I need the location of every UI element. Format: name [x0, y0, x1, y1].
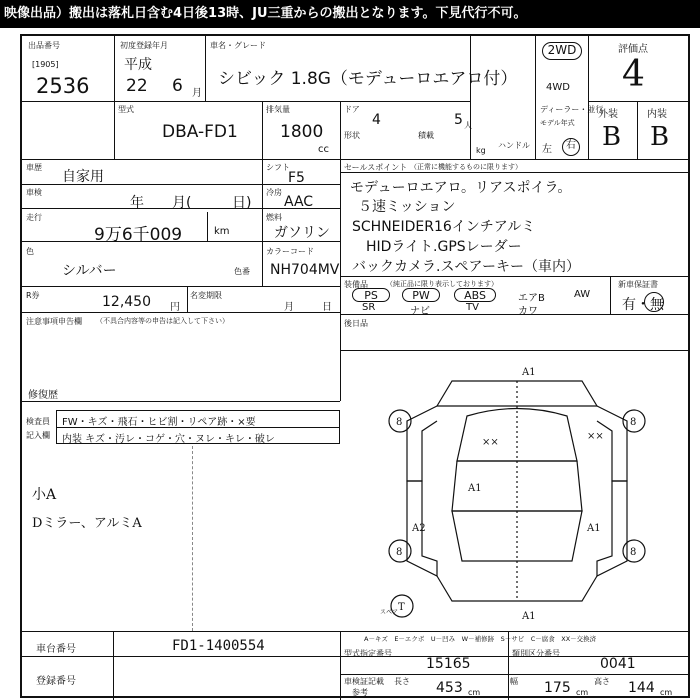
registration-year: 22: [126, 76, 148, 96]
equip-airbag: エアB: [518, 293, 545, 304]
car-diagram: [382, 361, 652, 621]
equip-pw: PW: [402, 288, 440, 302]
name-change-day: 日: [322, 302, 332, 313]
drive-4wd: 4WD: [546, 82, 570, 93]
rating-overall: 4: [622, 54, 645, 95]
equipment-label: 装備品: [344, 280, 368, 289]
inspector-row-2: 内装 キズ・汚レ・コゲ・穴・ヌレ・キレ・破レ: [62, 434, 275, 445]
capacity-value: 5: [454, 112, 463, 128]
name-change-month: 月: [284, 302, 294, 313]
inspector-label-1: 検査員: [26, 417, 50, 426]
note-line-1: 小A: [32, 487, 57, 503]
spare-label: スペア: [380, 609, 399, 616]
equip-sr: SR: [362, 302, 376, 313]
rating-ext: B: [602, 122, 622, 152]
svg-text:T: T: [398, 602, 405, 613]
warranty-circle: [644, 292, 664, 312]
inspector-label-2: 記入欄: [26, 431, 50, 440]
mileage-unit: km: [214, 226, 230, 237]
handle-left: 左: [542, 144, 552, 155]
mileage-value: 9万6千009: [94, 225, 183, 245]
equip-navi: ナビ: [410, 306, 430, 317]
rating-label: 評価点: [618, 44, 648, 55]
note-line-2: Dミラー、アルミA: [32, 516, 142, 531]
color-code: NH704MV: [270, 262, 340, 278]
displacement-unit: cc: [318, 144, 329, 155]
class-cert-value: 0041: [600, 656, 636, 672]
type-label: 型式: [118, 105, 134, 114]
shift-label: シフト: [266, 163, 290, 172]
diagram-legend: A－キズ E－エクボ U－凹み W－補修跡 S－サビ C－腐食 XX－交換済: [364, 635, 597, 643]
model-label: 車名・グレード: [210, 41, 266, 50]
registration-month: 6: [172, 76, 183, 96]
inspection-month: 月(: [172, 195, 192, 211]
sales-point-4: HIDライト.GPSレーダー: [366, 239, 522, 255]
dim-length: 453: [436, 680, 463, 696]
mileage-label: 走行: [26, 213, 42, 222]
usage-value: 自家用: [62, 169, 104, 185]
recycle-value: 12,450: [102, 294, 151, 310]
svg-text:8: 8: [396, 417, 403, 428]
capacity-unit: 人: [464, 121, 472, 130]
dim-width-unit: cm: [576, 688, 589, 697]
recycle-label: R券: [26, 291, 40, 300]
chassis-label: 車台番号: [36, 644, 76, 655]
lot-label: 出品番号: [28, 41, 60, 50]
caution-label: 注意事項申告欄: [26, 317, 82, 326]
equip-aw: AW: [574, 289, 591, 300]
mark-right: A1: [587, 523, 601, 534]
ac-label: 冷房: [266, 188, 282, 197]
model-name: シビック 1.8G（モデューロエアロ付）: [218, 69, 518, 89]
mark-right-front: ××: [587, 431, 604, 442]
mark-front: A1: [522, 367, 536, 378]
dim-width-label: 幅: [510, 677, 518, 686]
inspection-day: 日): [232, 195, 252, 211]
displacement-label: 排気量: [266, 105, 290, 114]
warranty-label: 新車保証書: [618, 280, 658, 289]
mark-rear: A1: [522, 611, 536, 621]
sales-point-2: ５速ミッション: [358, 199, 456, 215]
dimensions-label-1: 車検証記載: [344, 677, 384, 686]
color-label: 色: [26, 247, 34, 256]
sales-points-note: （正常に機能するものに限ります）: [410, 163, 522, 171]
equip-abs: ABS: [454, 288, 496, 302]
fuel-label: 燃料: [266, 213, 282, 222]
dim-height-label: 高さ: [594, 677, 610, 686]
doors-label: ドア: [344, 105, 360, 114]
dimensions-label-2: 参考: [352, 688, 368, 697]
registration-month-unit: 月: [192, 88, 202, 99]
caution-note: （不具合内容等の申告は記入して下さい）: [96, 317, 229, 325]
sales-points-label: セールスポイント: [344, 163, 408, 172]
inspection-year: 年: [130, 195, 144, 211]
rating-ext-label: 外装: [598, 109, 618, 120]
reg-number-label: 登録番号: [36, 676, 76, 687]
frame-cert-label: 型式指定番号: [344, 649, 392, 658]
registration-era: 平成: [124, 57, 152, 73]
usage-label: 車歴: [26, 163, 42, 172]
dim-width: 175: [544, 680, 571, 696]
lot-sub: [1905]: [32, 60, 59, 69]
dealer-label: ディーラー・並行: [540, 105, 604, 114]
repair-label: 修復歴: [28, 390, 58, 401]
inspector-row-1: FW・キズ・飛石・ヒビ割・リペア跡・×要: [62, 417, 256, 428]
header-banner: 映像出品）搬出は落札日含む4日後13時、JU三重からの搬出となります。下見代行不可。: [0, 0, 700, 28]
handle-right: 右: [562, 138, 580, 156]
right-rear-fender: [597, 481, 627, 576]
chassis-value: FD1-1400554: [172, 638, 265, 654]
color-code-label: 色番: [234, 267, 250, 276]
rating-int-label: 内装: [647, 109, 667, 120]
shift-value: F5: [288, 170, 305, 186]
shape-label: 形状: [344, 131, 360, 140]
mark-left: A2: [412, 523, 426, 534]
doors-value: 4: [372, 112, 381, 128]
svg-text:8: 8: [630, 417, 637, 428]
color-value: シルバー: [62, 263, 117, 279]
dim-height: 144: [628, 680, 655, 696]
warranty-value: 有・無: [622, 297, 664, 313]
dim-length-label: 長さ: [394, 677, 410, 686]
displacement-value: 1800: [280, 122, 324, 142]
auction-sheet: [20, 34, 690, 698]
load-unit: kg: [476, 146, 486, 155]
sales-point-1: モデューロエアロ。リアスポイラ。: [350, 180, 572, 196]
drive-2wd: 2WD: [542, 42, 582, 60]
equip-leather: カワ: [518, 306, 538, 317]
type-value: DBA-FD1: [162, 122, 238, 142]
sales-point-5: バックカメラ.スペアーキー（車内）: [352, 259, 581, 275]
dim-length-unit: cm: [468, 688, 481, 697]
handle-label: ハンドル: [498, 141, 530, 150]
left-front-fender: [407, 406, 437, 481]
equip-ps: PS: [352, 288, 390, 302]
right-front-fender: [597, 406, 627, 481]
color-code-title: カラーコード: [266, 247, 314, 256]
registration-label: 初度登録年月: [120, 41, 168, 50]
svg-text:8: 8: [396, 547, 403, 558]
recycle-unit: 円: [170, 302, 180, 313]
fuel-value: ガソリン: [274, 225, 330, 241]
mark-roof: A1: [468, 483, 482, 494]
mark-hood: ××: [482, 437, 499, 448]
equipment-note: （純正品に限り表示しております）: [386, 280, 498, 288]
frame-cert-value: 15165: [426, 656, 471, 672]
equip-tv: TV: [466, 302, 479, 313]
later-label: 後日品: [344, 319, 368, 328]
name-change-label: 名変期限: [190, 291, 222, 300]
model-year-label: モデル年式: [540, 119, 575, 127]
ac-value: AAC: [284, 194, 314, 210]
svg-text:8: 8: [630, 547, 637, 558]
lot-number: 2536: [36, 74, 90, 98]
rating-int: B: [650, 122, 670, 152]
class-cert-label: 類別区分番号: [512, 649, 560, 658]
dim-height-unit: cm: [660, 688, 673, 697]
inspection-label: 車検: [26, 188, 42, 197]
dashed-guide: [192, 446, 194, 631]
load-label: 積載: [418, 131, 434, 140]
sales-point-3: SCHNEIDER16インチアルミ: [352, 219, 536, 235]
